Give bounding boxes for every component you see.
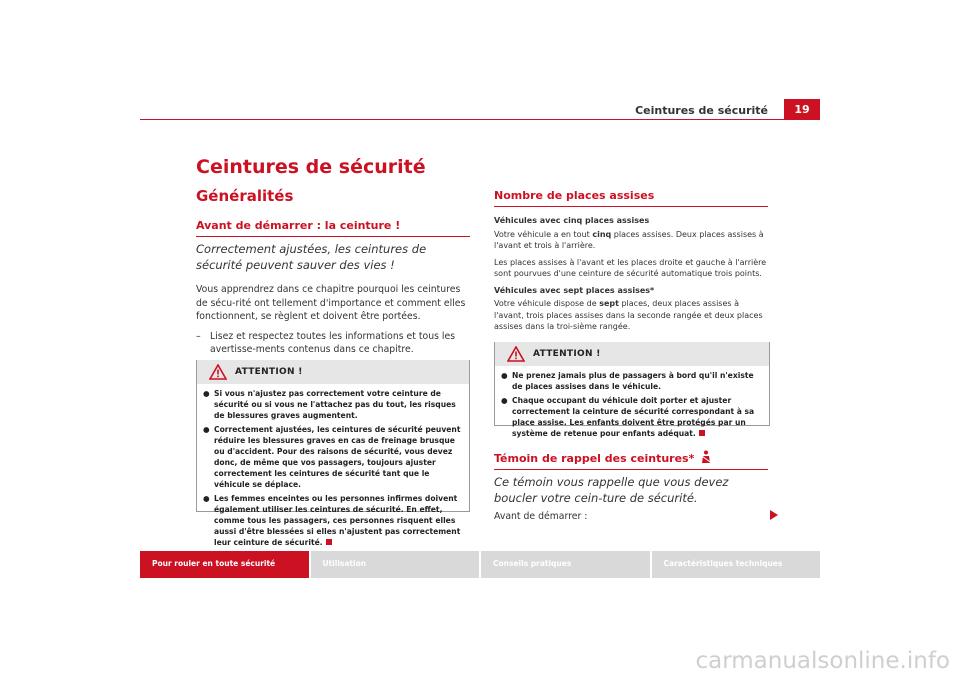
chapter-title: Ceintures de sécurité — [196, 156, 426, 178]
warning-header — [495, 342, 769, 366]
footer-tab-technical-data[interactable]: Caractéristiques techniques — [652, 551, 821, 578]
footer-nav — [140, 551, 820, 578]
dash-marker: – — [196, 330, 201, 342]
reminder-text: Avant de démarrer : — [494, 511, 588, 522]
action-text: Lisez et respectez toutes les informations et tous les avertisse-ments contenus dans ce chapitre. — [210, 330, 456, 355]
action-item — [196, 330, 470, 357]
subheading-before-driving: Avant de démarrer : la ceinture ! — [196, 219, 470, 237]
warning-item — [203, 388, 463, 421]
warning-item-text: Ne prenez jamais plus de passagers à bord qu'il n'existe de places assises dans le véhicule. — [512, 371, 754, 391]
warning-item-text: Les femmes enceintes ou les personnes infirmes doivent également utiliser les ceintures de sécurité. En effet, comme tous les passagers, ces personnes risquent elles aussi d'être blessées si elles n'ajustent pas correctement leur ceinture de sécurité. — [214, 494, 461, 547]
left-body — [196, 283, 470, 357]
warning-item — [501, 395, 763, 439]
footer-tab-practical-tips[interactable]: Conseils pratiques — [481, 551, 650, 578]
right-body — [494, 215, 770, 338]
bullet-icon: ● — [203, 389, 210, 398]
intro-reminder: Ce témoin vous rappelle que vous devez boucler votre cein-ture de sécurité. — [494, 475, 729, 505]
bullet-icon: ● — [501, 371, 508, 380]
warning-item — [501, 370, 763, 392]
warning-box-right — [494, 342, 770, 438]
running-title: Ceintures de sécurité — [635, 104, 768, 117]
warning-triangle-icon — [507, 346, 525, 362]
warning-triangle-icon — [209, 364, 227, 380]
paragraph-seven-seats: Votre véhicule dispose de sept places, deux places assises à l'avant, trois places assises dans la seconde rangée et deux places assises dans la troi-sième rangée. — [494, 299, 763, 331]
warning-body — [495, 366, 769, 446]
intro-left: Correctement ajustées, les ceintures de sécurité peuvent sauver des vies ! — [196, 242, 427, 272]
warning-title: ATTENTION ! — [235, 367, 303, 377]
warning-title: ATTENTION ! — [533, 349, 601, 359]
warning-item-text: Correctement ajustées, les ceintures de sécurité peuvent réduire les blessures graves en cas de freinage brusque ou d'accident. Pour des raisons de sécurité, vous devez donc, de même que vos passagers, toujours ajuster correctement les ceintures de sécurité tant que le véhicule se déplace. — [214, 425, 461, 489]
warning-box-left — [196, 360, 470, 547]
warning-item-text: Chaque occupant du véhicule doit porter et ajuster correctement la ceinture de sécurité correspondant à sa place assise. Les enfants doivent être protégés par un système de retenue pour enfants adéquat. — [512, 396, 755, 438]
reminder-title: Témoin de rappel des ceintures* — [494, 452, 695, 465]
subheading-seats: Nombre de places assises — [494, 189, 768, 207]
watermark: carmanualsonline.info — [695, 648, 950, 674]
heading-five-seats: Véhicules avec cinq places assises — [494, 216, 650, 225]
page-number: 19 — [784, 99, 820, 119]
warning-body — [197, 384, 469, 555]
warning-item — [203, 424, 463, 490]
paragraph-five-seats: Votre véhicule a en tout cinq places assises. Deux places assises à l'avant et trois à l'arrière. — [494, 229, 764, 250]
end-mark-icon — [326, 539, 332, 545]
warning-item-text: Si vous n'ajustez pas correctement votre ceinture de sécurité ou si vous ne l'attachez pas du tout, les risques de blessures graves augmentent. — [214, 389, 456, 420]
heading-seven-seats: Véhicules avec sept places assises* — [494, 285, 655, 295]
end-mark-icon — [699, 430, 705, 436]
warning-item — [203, 493, 463, 548]
continue-arrow-icon — [770, 510, 778, 520]
warning-header — [197, 360, 469, 384]
header-rule — [140, 119, 820, 120]
subheading-reminder — [494, 450, 768, 470]
footer-tab-safety[interactable]: Pour rouler en toute sécurité — [140, 551, 309, 578]
paragraph-chapter-intro: Vous apprendrez dans ce chapitre pourquoi les ceintures de sécu-rité ont tellement d'importance et comment elles fonctionnent, se règlent et doivent être portées. — [196, 284, 466, 322]
bullet-icon: ● — [203, 425, 210, 434]
seatbelt-warning-icon — [700, 450, 712, 464]
bullet-icon: ● — [501, 396, 508, 405]
section-title: Généralités — [196, 187, 294, 205]
footer-tab-operation[interactable]: Utilisation — [311, 551, 480, 578]
paragraph-seatbelts: Les places assises à l'avant et les places droite et gauche à l'arrière sont pourvues d'une ceinture de sécurité automatique trois points. — [494, 257, 767, 278]
bullet-icon: ● — [203, 494, 210, 503]
